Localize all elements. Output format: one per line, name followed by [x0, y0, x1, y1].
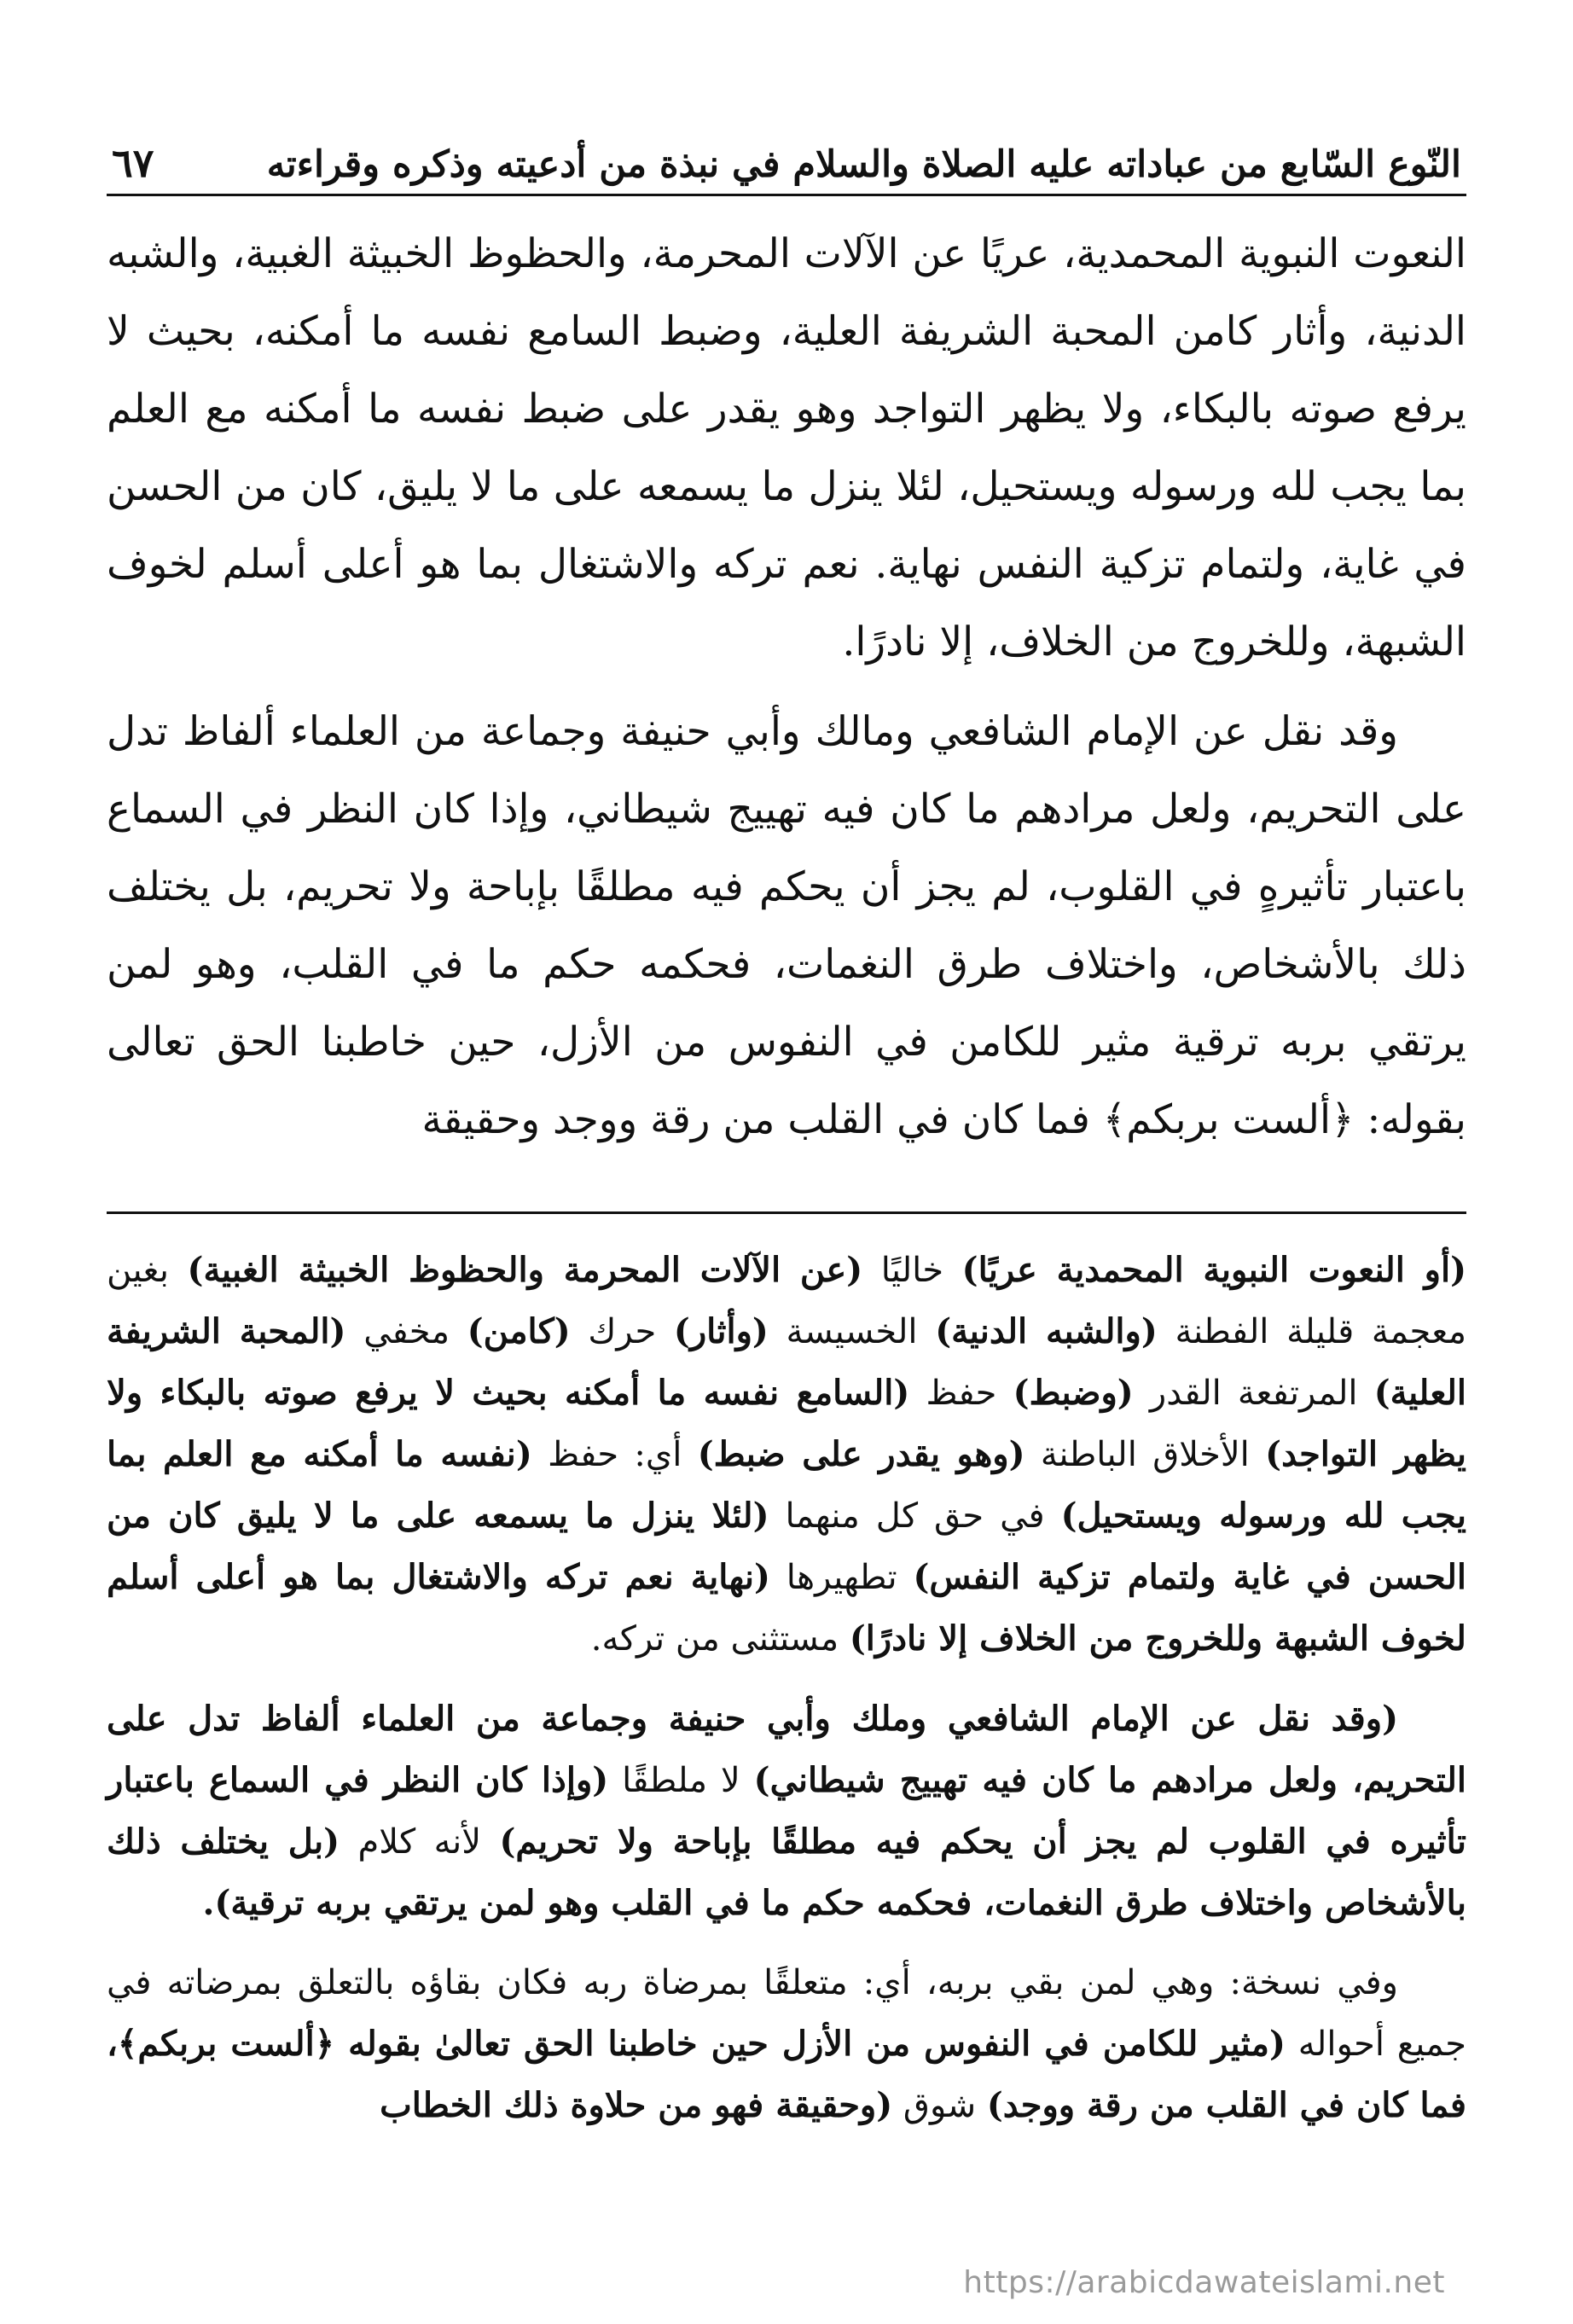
quoted-text: (كامن) — [467, 1311, 571, 1351]
main-paragraph-1: النعوت النبوية المحمدية، عريًا عن الآلات المحرمة، والحظوظ الخبيثة الغبية، والشبه الدنية، وأثار كامن المحبة الشريفة العلية، وضبط السامع نفسه ما أمكنه، بحيث لا يرفع صوته بالبكاء، ولا يظهر التواجد وهو يقدر على ضبط نفسه ما أمكنه مع العلم بما يجب لله ورسوله ويستحيل، لئلا ينزل ما يسمعه على ما لا يليق، كان من الحسن في غاية، ولتمام تزكية النفس نهاية. نعم تركه والاشتغال بما هو أعلى أسلم لخوف الشبهة، وللخروج من الخلاف، إلا نادرًا. — [107, 230, 1466, 665]
gloss-text: حرك — [570, 1312, 674, 1351]
gloss-text: مخفي — [345, 1312, 467, 1351]
gloss-text: الأخلاق الباطنة — [1024, 1435, 1266, 1474]
quoted-text: (أو النعوت النبوية المحمدية عريًا) — [961, 1250, 1467, 1290]
watermark-url: https://arabicdawateislami.net — [963, 2265, 1445, 2300]
gloss-text: الخسيسة — [768, 1312, 936, 1351]
quoted-text: (وضبط) — [1013, 1373, 1134, 1413]
quoted-text: (وإذا كان النظر في السماع باعتبار تأثيره في القلوب لم يجز أن يحكم فيه مطلقًا بإباحة ولا تحريم) — [107, 1760, 1467, 1862]
commentary — [107, 1240, 1466, 2136]
gloss-text: لا ملطقًا — [608, 1761, 754, 1800]
gloss-text: أي: حفظ — [531, 1435, 698, 1474]
commentary-divider — [107, 1211, 1466, 1214]
page-header — [107, 128, 1466, 196]
quoted-text: (السامع نفسه ما أمكنه بحيث لا يرفع صوته بالبكاء ولا يظهر التواجد) — [107, 1373, 1466, 1474]
gloss-text: شوق — [892, 2086, 987, 2125]
quoted-text: (لئلا ينزل ما يسمعه على ما لا يليق كان من الحسن في غاية ولتمام تزكية النفس) — [107, 1496, 1467, 1597]
quoted-text: (وهو يقدر على ضبط) — [697, 1434, 1025, 1474]
commentary-paragraph-3 — [107, 1953, 1466, 2136]
gloss-text: وفي نسخة: وهي لمن بقي بربه، أي: متعلقًا بمرضاة ربه فكان بقاؤه بالتعلق بمرضاته في جميع أحواله — [107, 1963, 1466, 2064]
main-paragraph-2: وقد نقل عن الإمام الشافعي ومالك وأبي حنيفة وجماعة من العلماء ألفاظ تدل على التحريم، ولعل مرادهم ما كان فيه تهييج شيطاني، وإذا كان النظر في السماع باعتبار تأثيرهٍ في القلوب، لم يجز أن يحكم فيه مطلقًا بإباحة ولا تحريم، بل يختلف ذلك بالأشخاص، واختلاف طرق النغمات، فحكمه حكم ما في القلب، وهو لمن يرتقي بربه ترقية مثير للكامن في النفوس من الأزل، حين خاطبنا الحق تعالى بقوله: ﴿ألست بربكم﴾ فما كان في القلب من رقة ووجد وحقيقة — [107, 708, 1466, 1143]
quoted-text: (وأثار) — [673, 1311, 769, 1351]
quoted-text: (المحبة الشريفة العلية) — [107, 1311, 1466, 1413]
quoted-text: (وقد نقل عن الإمام الشافعي وملك وأبي حنيفة وجماعة من العلماء ألفاظ تدل على التحريم، ولعل مرادهم ما كان فيه تهييج شيطاني) — [107, 1699, 1466, 1800]
quoted-text: (نفسه ما أمكنه مع العلم بما يجب لله ورسوله ويستحيل) — [107, 1434, 1467, 1536]
quoted-text: (وحقيقة فهو من حلاوة ذلك الخطاب — [380, 2085, 893, 2125]
main-text — [107, 215, 1466, 1159]
quoted-text: (بل يختلف ذلك بالأشخاص واختلاف طرق النغمات، فحكمه حكم ما في القلب وهو لمن يرتقي بربه ترقية). — [107, 1821, 1466, 1923]
chapter-title: النّوع السّابع من عباداته عليه الصلاة والسلام في نبذة من أدعيته وذكره وقراءته — [266, 142, 1461, 186]
gloss-text: حفظ — [909, 1374, 1013, 1413]
commentary-paragraph-2 — [107, 1688, 1466, 1934]
quoted-text: (مثير للكامن في النفوس من الأزل حين خاطبنا الحق تعالىٰ بقوله ﴿ألست بربكم﴾، فما كان في القلب من رقة ووجد) — [107, 2024, 1466, 2125]
gloss-text: خاليًا — [862, 1251, 962, 1290]
quoted-text: (نهاية نعم تركه والاشتغال بما هو أعلى أسلم لخوف الشبهة وللخروج من الخلاف إلا نادرًا) — [107, 1557, 1466, 1659]
gloss-text: تطهيرها — [769, 1558, 914, 1597]
gloss-text: بغين معجمة قليلة الفطنة — [107, 1251, 1467, 1351]
page-number: ٦٧ — [112, 140, 154, 187]
commentary-paragraph-1 — [107, 1240, 1466, 1670]
gloss-text: في حق كل منهما — [769, 1496, 1061, 1536]
gloss-text: مستثنى من تركه. — [590, 1619, 850, 1659]
gloss-text: المرتفعة القدر — [1133, 1374, 1374, 1413]
quoted-text: (والشبه الدنية) — [935, 1311, 1158, 1351]
quoted-text: (عن الآلات المحرمة والحظوظ الخبيثة الغبية) — [187, 1250, 863, 1290]
gloss-text: لأنه كلام — [340, 1822, 500, 1862]
